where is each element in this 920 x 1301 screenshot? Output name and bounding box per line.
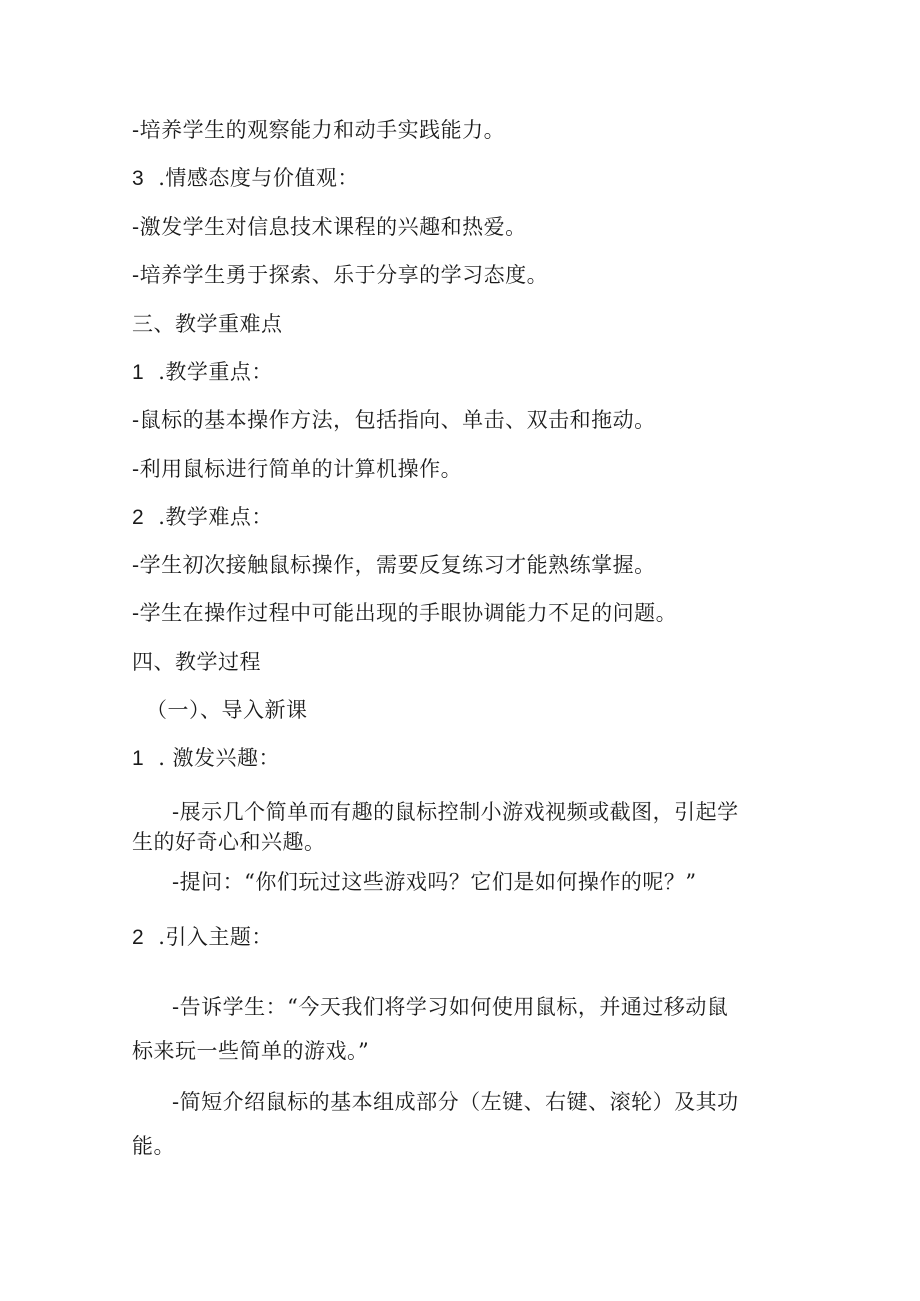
paragraph [132, 1080, 792, 1168]
text-line: -利用鼠标进行简单的计算机操作。 [132, 457, 463, 481]
list-number: 3 [132, 167, 145, 190]
heading-text: .情感态度与价值观： [158, 166, 359, 190]
paragraph-line: 生的好奇心和兴趣。 [132, 830, 326, 854]
numbered-heading [132, 166, 792, 191]
heading-text: . 激发兴趣： [158, 746, 281, 770]
list-number: 1 [132, 747, 145, 770]
section-heading: 三、教学重难点 [132, 312, 283, 336]
heading-text: .引入主题： [158, 925, 273, 949]
paragraph-line: 标来玩一些简单的游戏。” [132, 1039, 370, 1063]
numbered-heading [132, 746, 792, 771]
text-line: -鼠标的基本操作方法，包括指向、单击、双击和拖动。 [132, 408, 656, 432]
paragraph-line: -简短介绍鼠标的基本组成部分（左键、右键、滚轮）及其功 [172, 1090, 739, 1114]
subsection-heading: （一）、导入新课 [146, 698, 308, 722]
heading-text: .教学难点： [158, 505, 273, 529]
paragraph-line: 能。 [132, 1134, 175, 1158]
text-line: -培养学生的观察能力和动手实践能力。 [132, 118, 506, 142]
section-heading: 四、教学过程 [132, 650, 261, 674]
text-line: -提问：“你们玩过这些游戏吗？它们是如何操作的呢？” [172, 870, 697, 894]
numbered-heading [132, 505, 792, 530]
list-number: 2 [132, 506, 145, 529]
paragraph-line: -展示几个简单而有趣的鼠标控制小游戏视频或截图，引起学 [172, 800, 739, 824]
numbered-heading [132, 925, 792, 950]
text-line: -学生初次接触鼠标操作，需要反复练习才能熟练掌握。 [132, 553, 656, 577]
text-line: -学生在操作过程中可能出现的手眼协调能力不足的问题。 [132, 601, 678, 625]
paragraph-line: -告诉学生：“今天我们将学习如何使用鼠标，并通过移动鼠 [172, 995, 729, 1019]
heading-text: .教学重点： [158, 360, 273, 384]
text-line: -培养学生勇于探索、乐于分享的学习态度。 [132, 263, 549, 287]
paragraph [132, 985, 792, 1073]
text-line: -激发学生对信息技术课程的兴趣和热爱。 [132, 215, 527, 239]
list-number: 2 [132, 926, 145, 949]
list-number: 1 [132, 361, 145, 384]
numbered-heading [132, 360, 792, 385]
paragraph [132, 797, 792, 857]
